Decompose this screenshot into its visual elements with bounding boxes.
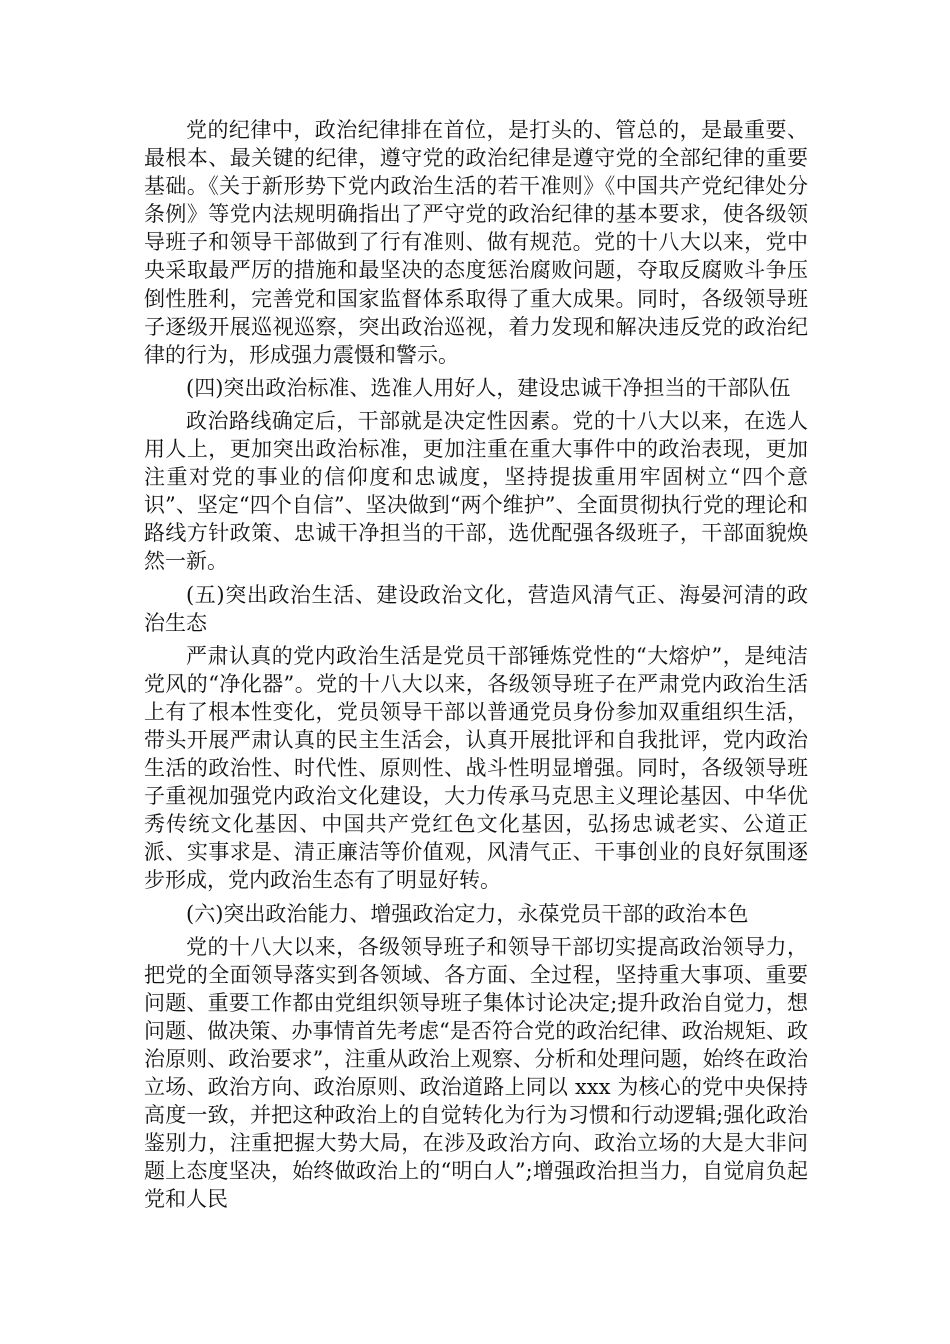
paragraph-political-ability: 党的十八大以来，各级领导班子和领导干部切实提高政治领导力，把党的全面领导落实到各领域、各方面、全过程，坚持重大事项、重要问题、重要工作都由党组织领导班子集体讨论决定;提升政治自觉力，想问题、做决策、办事情首先考虑“是否符合党的政治纪律、政治规矩、政治原则、政治要求”，注重从政治上观察、分析和处理问题，始终在政治立场、政治方向、政治原则、政治道路上同以 xxx 为核心的党中央保持高度一致，并把这种政治上的自觉转化为行为习惯和行动逻辑;强化政治鉴别力，注重把握大势大局，在涉及政治方向、政治立场的大是大非问题上态度坚决，始终做政治上的“明白人”;增强政治担当力，自觉肩负起党和人民 bbox=[144, 934, 808, 1212]
paragraph-political-discipline: 党的纪律中，政治纪律排在首位，是打头的、管总的，是最重要、最根本、最关键的纪律，遵守党的政治纪律是遵守党的全部纪律的重要基础。《关于新形势下党内政治生活的若干准则》《中国共产党纪律处分条例》等党内法规明确指出了严守党的政治纪律的基本要求，使各级领导班子和领导干部做到了行有准则、做有规范。党的十八大以来，党中央采取最严厉的措施和最坚决的态度惩治腐败问题，夺取反腐败斗争压倒性胜利，完善党和国家监督体系取得了重大成果。同时，各级领导班子逐级开展巡视巡察，突出政治巡视，着力发现和解决违反党的政治纪律的行为，形成强力震慑和警示。 bbox=[144, 118, 808, 367]
section-heading-4: (四)突出政治标准、选准人用好人，建设忠诚干净担当的干部队伍 bbox=[186, 375, 791, 400]
paragraph-cadre-selection: 政治路线确定后，干部就是决定性因素。党的十八大以来，在选人用人上，更加突出政治标准，更加注重在重大事件中的政治表现，更加注重对党的事业的信仰度和忠诚度，坚持提拔重用牢固树立“四个意识”、坚定“四个自信”、坚决做到“两个维护”、全面贯彻执行党的理论和路线方针政策、忠诚干净担当的干部，选优配强各级班子，干部面貌焕然一新。 bbox=[144, 408, 808, 574]
section-heading-5: (五)突出政治生活、建设政治文化，营造风清气正、海晏河清的政治生态 bbox=[144, 582, 808, 635]
paragraph-political-life: 严肃认真的党内政治生活是党员干部锤炼党性的“大熔炉”，是纯洁党风的“净化器”。党的十八大以来，各级领导班子在严肃党内政治生活上有了根本性变化，党员领导干部以普通党员身份参加双重组织生活，带头开展严肃认真的民主生活会，认真开展批评和自我批评，党内政治生活的政治性、时代性、原则性、战斗性明显增强。同时，各级领导班子重视加强党内政治文化建设，大力传承马克思主义理论基因、中华优秀传统文化基因、中国共产党红色文化基因，弘扬忠诚老实、公道正派、实事求是、清正廉洁等价值观，风清气正、干事创业的良好氛围逐步形成，党内政治生态有了明显好转。 bbox=[144, 643, 808, 893]
section-heading-6: (六)突出政治能力、增强政治定力，永葆党员干部的政治本色 bbox=[186, 901, 749, 926]
document-page bbox=[144, 116, 808, 1219]
